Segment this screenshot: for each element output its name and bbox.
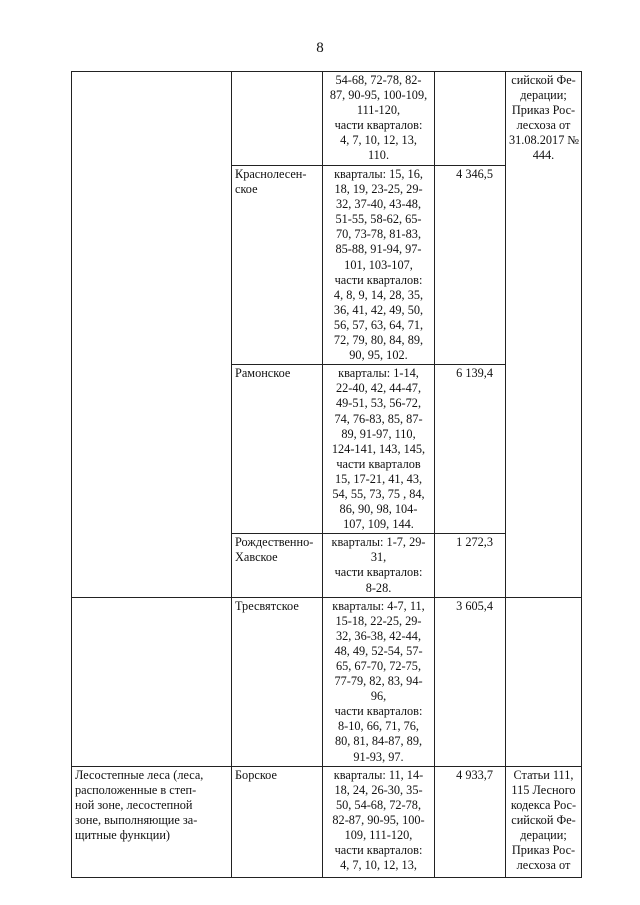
basis-line: 31.08.2017 № xyxy=(509,133,580,148)
forest-table xyxy=(71,71,582,878)
district-cell xyxy=(232,166,323,365)
district-name: Хавское xyxy=(235,550,278,565)
district-cell xyxy=(232,766,323,877)
table-row xyxy=(72,766,582,877)
area-cell xyxy=(435,72,506,166)
quarters-line: кварталы: 11, 14- xyxy=(333,767,424,782)
district-name: ское xyxy=(235,182,258,197)
area-cell: 1 272,3 xyxy=(435,534,506,597)
basis-line: сийской Фе- xyxy=(511,73,576,87)
district-cell xyxy=(232,72,323,166)
basis-line: кодекса Рос- xyxy=(510,797,577,812)
quarters-line: 91-93, 97. xyxy=(353,749,404,764)
quarters-line: 32, 36-38, 42-44, xyxy=(335,628,422,643)
category-line: ной зоне, лесостепной xyxy=(75,797,193,812)
area-cell: 3 605,4 xyxy=(435,597,506,766)
table-row xyxy=(72,597,582,766)
quarters-line: 124-141, 143, 145, xyxy=(331,441,426,456)
quarters-line: 15, 17-21, 41, 43, xyxy=(334,471,423,486)
page-number: 8 xyxy=(316,40,324,56)
quarters-cell xyxy=(323,597,435,766)
quarters-cell xyxy=(323,72,435,166)
basis-line: Статьи 111, xyxy=(513,767,574,782)
category-line: расположенные в степ- xyxy=(75,782,197,797)
forest-category-cell xyxy=(72,72,232,598)
district-name: Рождественно- xyxy=(235,535,314,550)
quarters-line: 31, xyxy=(370,550,387,565)
area-cell: 4 346,5 xyxy=(435,166,506,365)
basis-line: Приказ Рос- xyxy=(511,103,576,118)
quarters-line: 22-40, 42, 44-47, xyxy=(335,381,422,396)
quarters-line: 49-51, 53, 56-72, xyxy=(335,396,422,411)
quarters-line: 96, xyxy=(370,689,387,704)
basis-line: Приказ Рос- xyxy=(511,843,576,858)
district-name: Рамонское xyxy=(235,366,291,381)
quarters-line: 15-18, 22-25, 29- xyxy=(335,613,422,628)
basis-line: 115 Лесного xyxy=(511,782,576,797)
quarters-line: 32, 37-40, 43-48, xyxy=(335,197,422,212)
quarters-line: части кварталов: xyxy=(334,704,423,719)
category-line: щитные функции) xyxy=(75,828,171,843)
district-cell xyxy=(232,534,323,597)
quarters-line: 18, 19, 23-25, 29- xyxy=(334,182,423,197)
legal-basis-cell xyxy=(506,597,582,766)
forest-category-cell xyxy=(72,766,232,877)
category-line: Лесостепные леса (леса, xyxy=(75,767,204,782)
quarters-line: 8-28. xyxy=(365,580,392,595)
table-row xyxy=(72,72,582,166)
quarters-line: части кварталов: xyxy=(334,843,423,858)
forest-category-cell xyxy=(72,597,232,766)
area-cell: 6 139,4 xyxy=(435,365,506,534)
district-name: Борское xyxy=(235,767,277,782)
quarters-line: 74, 76-83, 85, 87- xyxy=(334,411,423,426)
basis-line: сийской Фе- xyxy=(511,812,576,827)
quarters-line: 48, 49, 52-54, 57- xyxy=(334,643,423,658)
quarters-line: 107, 109, 144. xyxy=(343,517,414,532)
basis-line: лесхоза от xyxy=(516,118,571,133)
quarters-line: 51-55, 58-62, 65- xyxy=(335,212,422,227)
quarters-line: 4, 7, 10, 12, 13, xyxy=(340,858,417,873)
basis-line: дерации; xyxy=(520,88,567,103)
quarters-line: части кварталов: xyxy=(334,118,423,133)
quarters-line: кварталы: 1-7, 29- xyxy=(331,535,426,550)
basis-line: дерации; xyxy=(520,828,567,843)
quarters-line: 54, 55, 73, 75 , 84, xyxy=(332,486,425,501)
legal-basis-cell xyxy=(506,72,582,598)
quarters-line: 89, 91-97, 110, xyxy=(341,426,416,441)
quarters-line: 8-10, 66, 71, 76, xyxy=(338,719,419,734)
quarters-line: 110. xyxy=(367,148,390,163)
district-cell xyxy=(232,597,323,766)
district-name: Краснолесен- xyxy=(235,167,307,181)
quarters-line: части кварталов: xyxy=(334,565,423,580)
quarters-line: 18, 24, 26-30, 35- xyxy=(334,782,423,797)
quarters-line: части кварталов: xyxy=(334,272,423,287)
quarters-line: кварталы: 15, 16, xyxy=(334,167,423,181)
quarters-line: 86, 90, 98, 104- xyxy=(339,502,418,517)
quarters-line: кварталы: 1-14, xyxy=(338,366,419,381)
quarters-line: 87, 90-95, 100-109, xyxy=(329,88,428,103)
quarters-line: 82-87, 90-95, 100- xyxy=(332,812,425,827)
quarters-cell xyxy=(323,166,435,365)
quarters-line: 72, 79, 80, 84, 89, xyxy=(333,333,424,348)
district-name: Тресвятское xyxy=(235,598,299,613)
quarters-cell xyxy=(323,534,435,597)
quarters-line: части кварталов xyxy=(336,456,421,471)
district-cell xyxy=(232,365,323,534)
quarters-line: 50, 54-68, 72-78, xyxy=(335,797,422,812)
quarters-line: 85-88, 91-94, 97- xyxy=(335,242,422,257)
quarters-line: 70, 73-78, 81-83, xyxy=(335,227,422,242)
quarters-line: 111-120, xyxy=(356,103,401,118)
quarters-line: 80, 81, 84-87, 89, xyxy=(334,734,423,749)
quarters-line: 77-79, 82, 83, 94- xyxy=(334,674,423,689)
quarters-line: 4, 7, 10, 12, 13, xyxy=(340,133,417,148)
quarters-line: 65, 67-70, 72-75, xyxy=(335,659,422,673)
quarters-cell xyxy=(323,766,435,877)
quarters-line: 109, 111-120, xyxy=(344,828,413,843)
quarters-line: 101, 103-107, xyxy=(344,257,413,272)
quarters-line: 4, 8, 9, 14, 28, 35, xyxy=(333,287,424,302)
basis-line: 444. xyxy=(532,148,555,163)
basis-line: лесхоза от xyxy=(516,858,571,873)
legal-basis-cell xyxy=(506,766,582,877)
quarters-line: 36, 41, 42, 49, 50, xyxy=(333,302,424,317)
quarters-line: кварталы: 4-7, 11, xyxy=(332,598,425,613)
quarters-line: 90, 95, 102. xyxy=(349,348,408,363)
quarters-cell xyxy=(323,365,435,534)
quarters-line: 54-68, 72-78, 82- xyxy=(335,73,422,87)
quarters-line: 56, 57, 63, 64, 71, xyxy=(333,317,424,332)
area-cell: 4 933,7 xyxy=(435,766,506,877)
category-line: зоне, выполняющие за- xyxy=(75,812,198,827)
